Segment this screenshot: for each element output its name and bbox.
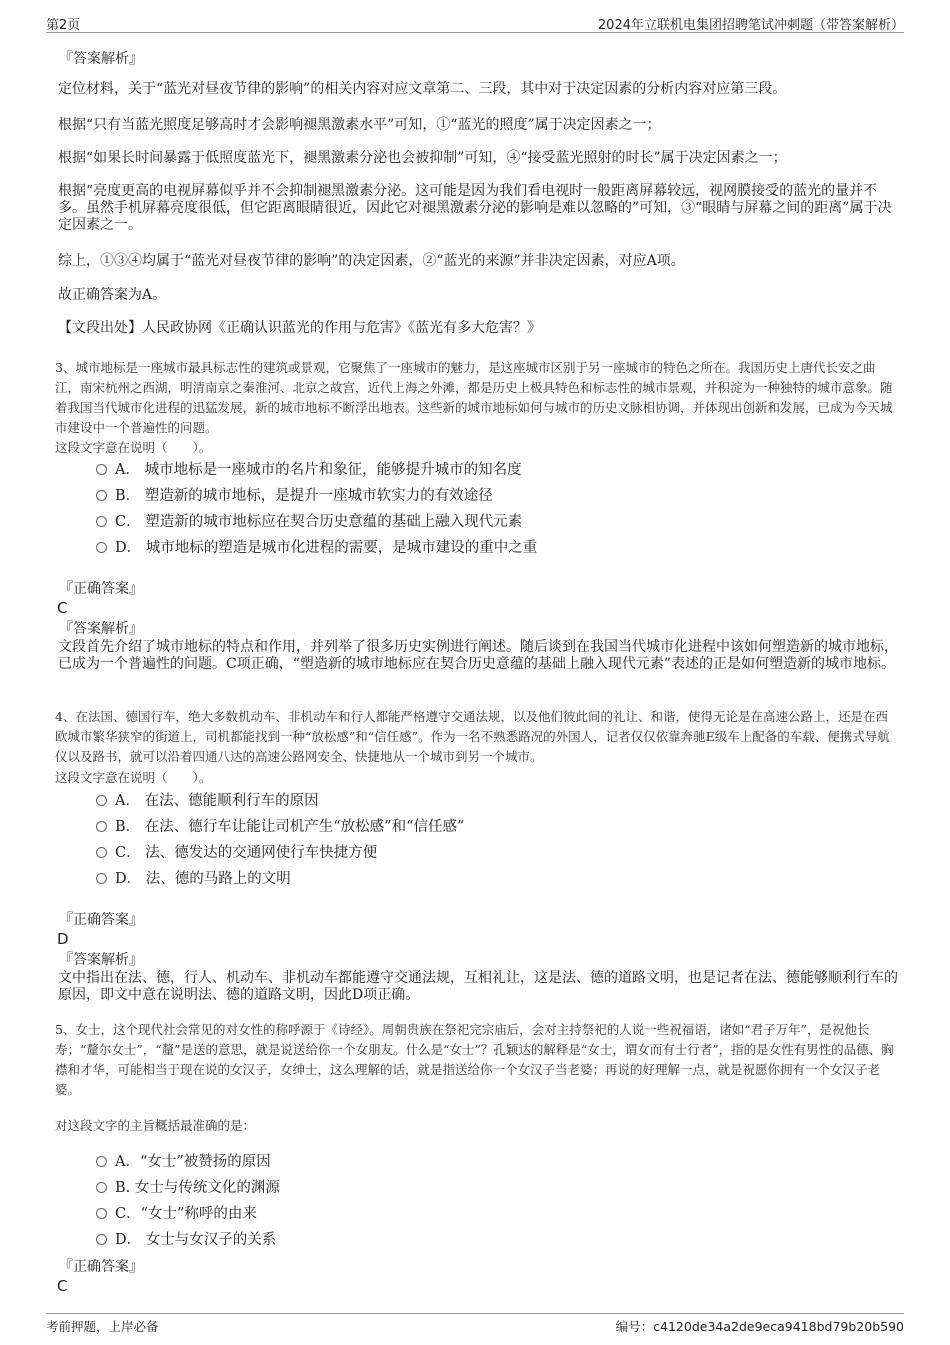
answer-label: 『正确答案』 (59, 912, 143, 928)
question-5-option-c[interactable]: C．“女士”称呼的由来 (96, 1204, 257, 1224)
question-3-option-a[interactable]: A． 城市地标是一座城市的名片和象征，能够提升城市的知名度 (96, 460, 522, 480)
page-number: 第2页 (46, 18, 81, 33)
analysis-paragraph: 故正确答案为A。 (58, 287, 167, 303)
question-4-answer: D (57, 930, 69, 948)
question-4-stem: 4、在法国、德国行车，绝大多数机动车、非机动车和行人都能严格遵守交通法规，以及他们彼此间的礼让、和谐，使得无论是在高速公路上，还是在西欧城市繁华狭窄的街道上，司机都能找到一种“放松感”和“信任感”。作为一名不熟悉路况的外国人，记者仅仅依靠奔驰E级车上配备的车载、便携式导航仪以及路书，就可以沿着四通八达的高速公路网安全、快捷地从一个城市到另一个城市。 (55, 709, 890, 764)
analysis-paragraph: 定位材料，关于“蓝光对昼夜节律的影响”的相关内容对应文章第二、三段，其中对于决定因素的分析内容对应第三段。 (58, 81, 787, 97)
question-4-option-a[interactable]: A． 在法、德能顺利行车的原因 (96, 791, 319, 811)
question-3-stem: 3、城市地标是一座城市最具标志性的建筑或景观，它聚焦了一座城市的魅力，是这座城市区别于另一座城市的特色之所在。我国历史上唐代长安之曲江，南宋杭州之西湖，明清南京之秦淮河、北京之故宫，近代上海之外滩，都是历史上极具特色和标志性的城市景观，并积淀为一种独特的城市意象。随着我国当代城市化进程的迅猛发展，新的城市地标不断浮出地表。这些新的城市地标如何与城市的历史文脉相协调，并体现出创新和发展，已成为今天城市建设中一个普遍性的问题。 (55, 360, 893, 435)
radio-icon[interactable] (96, 464, 107, 475)
question-4-analysis: 文中指出在法、德，行人、机动车、非机动车都能遵守交通法规，互相礼让，这是法、德的道路文明，也是记者在法、德能够顺利行车的原因，即文中意在说明法、德的道路文明，因此D项正确。 (58, 970, 898, 1003)
question-3-option-c[interactable]: C． 塑造新的城市地标应在契合历史意蕴的基础上融入现代元素 (96, 512, 522, 532)
question-5-prompt: 对这段文字的主旨概括最准确的是： (55, 1118, 256, 1133)
question-5-option-b[interactable]: B. 女士与传统文化的渊源 (96, 1178, 280, 1198)
question-3-analysis: 文段首先介绍了城市地标的特点和作用，并列举了很多历史实例进行阐述。随后谈到在我国当代城市化进程中该如何塑造新的城市地标，已成为一个普遍性的问题。C项正确，“塑造新的城市地标应在契合历史意蕴的基础上融入现代元素”表述的正是如何塑造新的城市地标。 (58, 639, 898, 672)
document-id: 编号：c4120de34a2de9eca9418bd79b20b590 (615, 1319, 904, 1334)
radio-icon[interactable] (96, 1234, 107, 1245)
analysis-label: 『答案解析』 (59, 51, 143, 67)
analysis-label: 『答案解析』 (59, 952, 143, 968)
page-footer (46, 1313, 904, 1336)
question-4-option-d[interactable]: D． 法、德的马路上的文明 (96, 869, 291, 889)
question-3-option-d[interactable]: D． 城市地标的塑造是城市化进程的需要，是城市建设的重中之重 (96, 538, 537, 558)
radio-icon[interactable] (96, 490, 107, 501)
answer-label: 『正确答案』 (59, 1259, 143, 1275)
radio-icon[interactable] (96, 516, 107, 527)
radio-icon[interactable] (96, 795, 107, 806)
footer-slogan: 考前押题，上岸必备 (46, 1319, 159, 1334)
analysis-paragraph: 综上，①③④均属于“蓝光对昼夜节律的影响”的决定因素，②“蓝光的来源”并非决定因素，对应A项。 (58, 253, 685, 269)
question-3-prompt: 这段文字意在说明（ ）。 (55, 440, 212, 455)
question-3-answer: C (57, 599, 68, 617)
radio-icon[interactable] (96, 873, 107, 884)
question-3-option-b[interactable]: B． 塑造新的城市地标，是提升一座城市软实力的有效途径 (96, 486, 493, 506)
source-citation: 【文段出处】人民政协网《正确认识蓝光的作用与危害》《蓝光有多大危害？》 (58, 320, 541, 336)
analysis-paragraph: 根据“只有当蓝光照度足够高时才会影响褪黑激素水平”可知，①“蓝光的照度”属于决定因素之一； (58, 117, 661, 133)
question-4-prompt: 这段文字意在说明（ ）。 (55, 770, 212, 785)
analysis-paragraph: 根据“如果长时间暴露于低照度蓝光下，褪黑激素分泌也会被抑制”可知，④“接受蓝光照射的时长”属于决定因素之一； (58, 150, 787, 166)
radio-icon[interactable] (96, 1182, 107, 1193)
analysis-label: 『答案解析』 (59, 621, 143, 637)
answer-label: 『正确答案』 (59, 581, 143, 597)
analysis-paragraph: 根据“亮度更高的电视屏幕似乎并不会抑制褪黑激素分泌。这可能是因为我们看电视时一般距离屏幕较远，视网膜接受的蓝光的量并不多。虽然手机屏幕亮度很低，但它距离眼睛很近，因此它对褪黑激素分泌的影响是难以忽略的”可知，③“眼睛与屏幕之间的距离”属于决定因素之一。 (58, 183, 892, 233)
radio-icon[interactable] (96, 1208, 107, 1219)
question-5-answer: C (57, 1277, 68, 1295)
question-5-option-a[interactable]: A．“女士”被赞扬的原因 (96, 1152, 271, 1172)
question-4-option-c[interactable]: C． 法、德发达的交通网使行车快捷方便 (96, 843, 377, 863)
question-5-stem: 5、女士，这个现代社会常见的对女性的称呼源于《诗经》。周朝贵族在祭祀完宗庙后，会对主持祭祀的人说一些祝福语，诸如“君子万年”，是祝他长寿；“釐尔女士”，“釐”是送的意思，就是说送给你一个女朋友。什么是“女士”？孔颖达的解释是“女士，谓女而有士行者”，指的是女性有男性的品德、胸襟和才华，可能相当于现在说的女汉子，女绅士，这么理解的话，就是指送给你一个女汉子当老婆；再说的好理解一点，就是祝愿你拥有一个女汉子老婆。 (55, 1022, 894, 1097)
radio-icon[interactable] (96, 542, 107, 553)
question-5-option-d[interactable]: D． 女士与女汉子的关系 (96, 1230, 276, 1250)
page-header (46, 12, 904, 33)
radio-icon[interactable] (96, 1156, 107, 1167)
radio-icon[interactable] (96, 821, 107, 832)
radio-icon[interactable] (96, 847, 107, 858)
document-title: 2024年立联机电集团招聘笔试冲刺题（带答案解析） (597, 18, 904, 33)
question-4-option-b[interactable]: B． 在法、德行车让能让司机产生“放松感”和“信任感” (96, 817, 464, 837)
